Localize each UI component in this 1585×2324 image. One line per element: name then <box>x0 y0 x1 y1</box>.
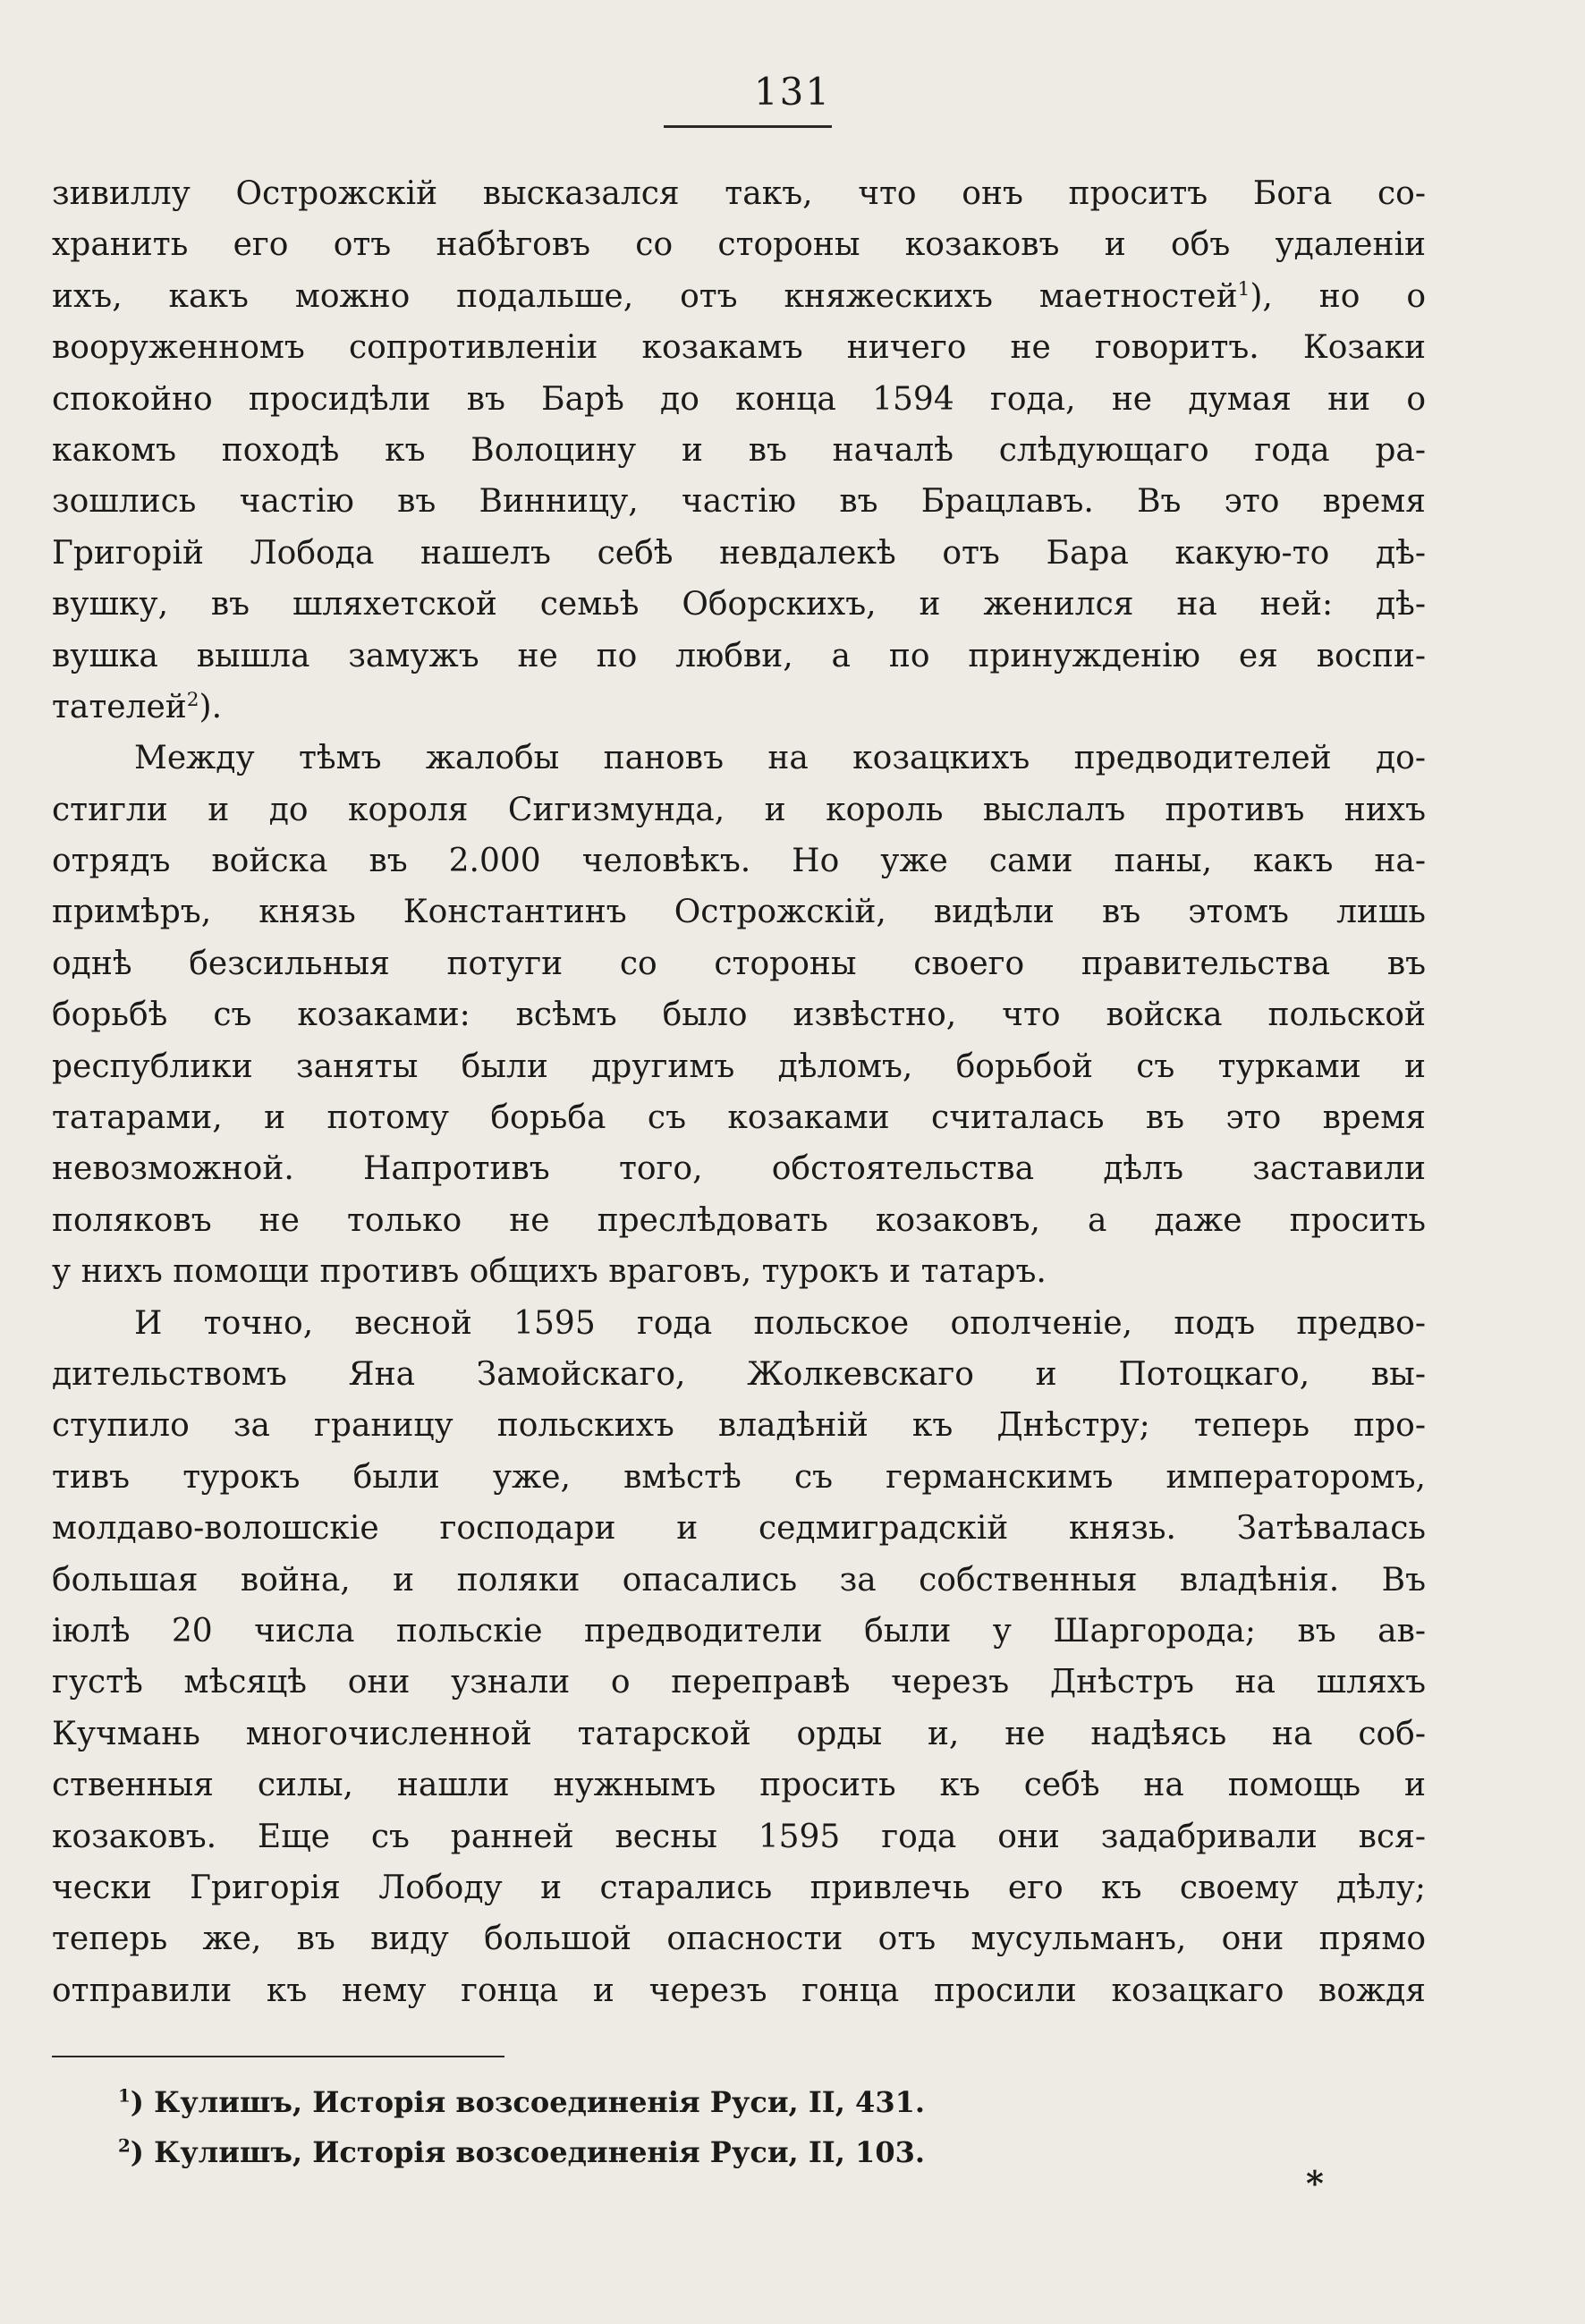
text-line-content: теперь же, въ виду большой опасности отъ мусульманъ, они прямо <box>52 1921 1426 1958</box>
text-line-content: чески Григорія Лободу и старались привлечь его къ своему дѣлу; <box>52 1869 1426 1906</box>
text-line-content: хранить его отъ набѣговъ со стороны козаковъ и объ удаленіи <box>52 226 1426 264</box>
text-line-content: козаковъ. Еще съ ранней весны 1595 года они задабривали вся- <box>52 1818 1426 1855</box>
text-line <box>52 886 1426 937</box>
text-line-content: большая война, и поляки опасались за собственныя владѣнія. Въ <box>52 1561 1426 1599</box>
footnote-reference: 2 <box>186 688 199 711</box>
body-text <box>52 168 1426 2016</box>
text-line <box>52 579 1426 630</box>
text-line <box>52 374 1426 425</box>
text-line <box>52 425 1426 476</box>
text-line <box>52 1092 1426 1143</box>
text-line-content: молдаво-волошскіе господари и седмиградскій князь. Затѣвалась <box>52 1510 1426 1548</box>
text-line-content: Григорій Лобода нашелъ себѣ невдалекѣ отъ Бара какую-то дѣ- <box>52 534 1426 572</box>
text-line <box>52 322 1426 373</box>
text-line <box>52 1760 1426 1811</box>
footnote-text: ) Кулишъ, Исторія возсоединенія Руси, II, 431. <box>130 2085 925 2119</box>
text-line <box>52 219 1426 270</box>
text-line <box>52 1965 1426 2016</box>
text-line <box>52 1349 1426 1400</box>
text-line-content: ихъ, какъ можно подальше, отъ княжескихъ маетностей <box>52 277 1238 315</box>
text-line <box>52 938 1426 989</box>
text-line <box>52 168 1426 219</box>
text-line <box>52 271 1426 322</box>
text-line <box>52 1041 1426 1092</box>
footnote-reference: 1 <box>1237 277 1250 301</box>
text-line-content: зошлись частію въ Винницу, частію въ Брацлавъ. Въ это время <box>52 483 1426 521</box>
text-line-content: И точно, весной 1595 года польское ополченіе, подъ предво- <box>134 1304 1426 1342</box>
text-line-content: спокойно просидѣли въ Барѣ до конца 1594 года, не думая ни о <box>52 380 1426 418</box>
page-number: 131 <box>753 70 832 114</box>
text-line-content: тателей <box>52 688 187 725</box>
footnote <box>118 2077 1281 2127</box>
page-number-rule <box>664 125 832 128</box>
text-line <box>52 1913 1426 1964</box>
text-line <box>52 1298 1426 1349</box>
text-line-content: тивъ турокъ были уже, вмѣстѣ съ германскимъ императоромъ, <box>52 1458 1426 1496</box>
text-line <box>52 1143 1426 1194</box>
footnote-separator <box>52 2056 504 2057</box>
text-line <box>52 1503 1426 1554</box>
signature-star: * <box>1306 2163 1324 2203</box>
text-line-content: татарами, и потому борьба съ козаками считалась въ это время <box>52 1099 1426 1137</box>
text-line-content: однѣ безсильныя потуги со стороны своего правительства въ <box>52 945 1426 982</box>
text-line-content: невозможной. Напротивъ того, обстоятельства дѣлъ заставили <box>52 1150 1426 1188</box>
footnote-text: ) Кулишъ, Исторія возсоединенія Руси, II, 103. <box>130 2135 925 2169</box>
text-line-content: у нихъ помощи противъ общихъ враговъ, турокъ и татаръ. <box>52 1253 1047 1291</box>
text-line-content: отрядъ войска въ 2.000 человѣкъ. Но уже сами паны, какъ на- <box>52 843 1426 880</box>
text-line-content: какомъ походѣ къ Волоцину и въ началѣ слѣдующаго года ра- <box>52 431 1426 469</box>
text-line <box>52 1657 1426 1708</box>
text-line-content: поляковъ не только не преслѣдовать козаковъ, а даже просить <box>52 1201 1426 1239</box>
text-line <box>52 1195 1426 1246</box>
footnote-mark: 1 <box>118 2084 131 2107</box>
footnote-mark: 2 <box>118 2134 131 2157</box>
text-line-tail: ). <box>199 688 223 725</box>
text-line-content: густѣ мѣсяцѣ они узнали о переправѣ черезъ Днѣстръ на шляхъ <box>52 1664 1426 1701</box>
text-line <box>52 1606 1426 1657</box>
text-line-content: республики заняты были другимъ дѣломъ, борьбой съ турками и <box>52 1047 1426 1085</box>
footnotes <box>118 2077 1281 2177</box>
text-line <box>52 682 1426 733</box>
text-line-content: вооруженномъ сопротивленіи козакамъ ничего не говоритъ. Козаки <box>52 329 1426 367</box>
text-line <box>52 835 1426 886</box>
text-line <box>52 733 1426 784</box>
text-line-content: ственныя силы, нашли нужнымъ просить къ себѣ на помощь и <box>52 1767 1426 1804</box>
text-line-tail: ), но о <box>1250 277 1426 315</box>
text-line <box>52 631 1426 682</box>
text-line-content: борьбѣ съ козаками: всѣмъ было извѣстно, что войска польской <box>52 997 1426 1034</box>
text-line-content: дительствомъ Яна Замойскаго, Жолкевскаго и Потоцкаго, вы- <box>52 1355 1426 1393</box>
text-line-content: Кучмань многочисленной татарской орды и, не надѣясь на соб- <box>52 1715 1426 1752</box>
text-line <box>52 1452 1426 1503</box>
text-line-content: отправили къ нему гонца и черезъ гонца просили козацкаго вождя <box>52 1972 1426 2009</box>
text-line-content: примѣръ, князь Константинъ Острожскій, видѣли въ этомъ лишь <box>52 894 1426 931</box>
text-line-content: стигли и до короля Сигизмунда, и король выслалъ противъ нихъ <box>52 791 1426 828</box>
text-line <box>52 785 1426 835</box>
text-line <box>52 1709 1426 1760</box>
text-line <box>52 528 1426 579</box>
text-line-content: іюлѣ 20 числа польскіе предводители были у Шаргорода; въ ав- <box>52 1612 1426 1650</box>
text-line-content: вушку, въ шляхетской семьѣ Оборскихъ, и женился на ней: дѣ- <box>52 586 1426 623</box>
text-line-content: ступило за границу польскихъ владѣній къ Днѣстру; теперь про- <box>52 1407 1426 1445</box>
text-line-content: зивиллу Острожскій высказался такъ, что онъ проситъ Бога со- <box>52 175 1426 212</box>
text-line-content: вушка вышла замужъ не по любви, а по принужденію ея воспи- <box>52 637 1426 674</box>
text-line <box>52 989 1426 1040</box>
text-line <box>52 1862 1426 1913</box>
text-line <box>52 1246 1426 1297</box>
text-line <box>52 476 1426 527</box>
text-line <box>52 1555 1426 1606</box>
text-line <box>52 1400 1426 1451</box>
text-line <box>52 1811 1426 1862</box>
text-line-content: Между тѣмъ жалобы пановъ на козацкихъ предводителей до- <box>134 740 1426 777</box>
footnote <box>118 2127 1281 2177</box>
